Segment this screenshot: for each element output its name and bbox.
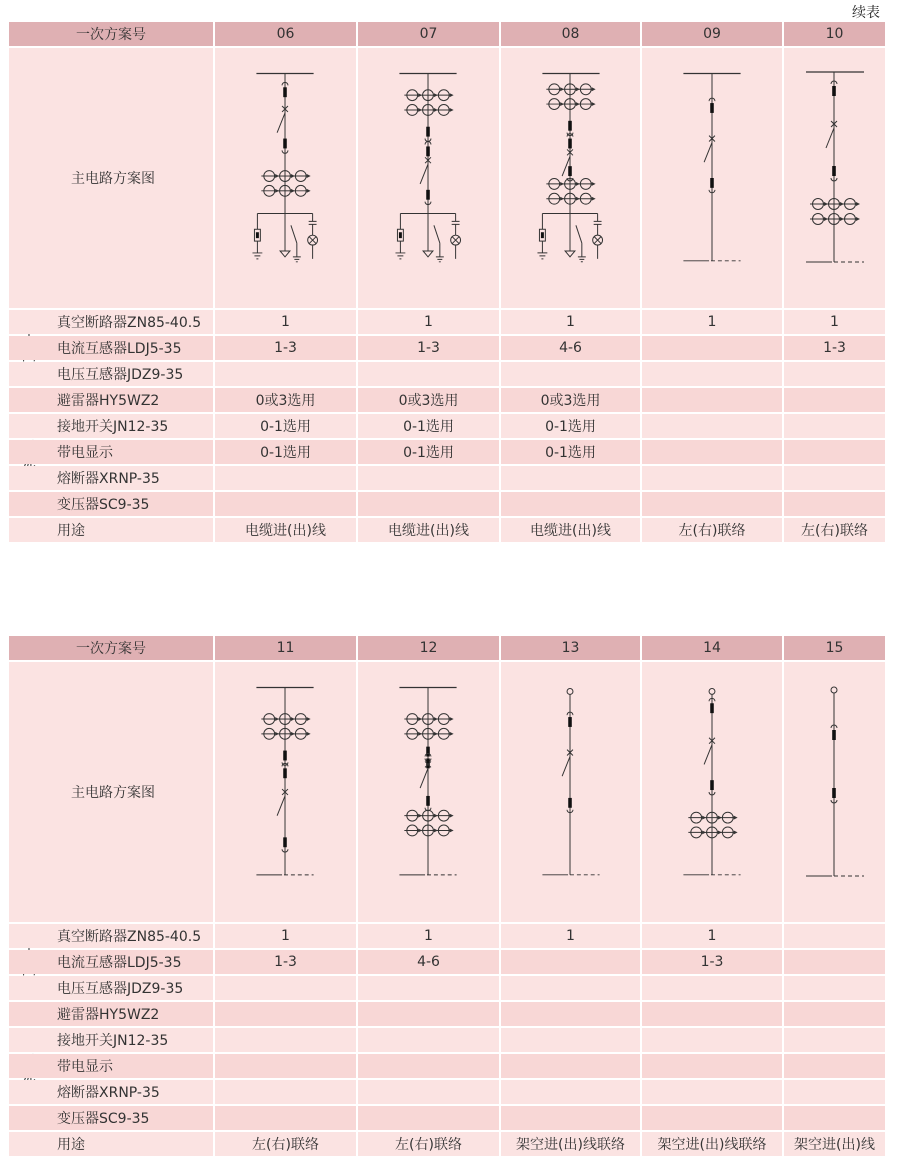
component-value (358, 362, 501, 386)
diagram-label: 主电路方案图 (9, 662, 215, 922)
component-value (358, 976, 501, 1000)
component-label: 接地开关JN12-35 (9, 414, 215, 438)
circuit-diagram-09 (642, 48, 784, 308)
component-value: 0-1选用 (501, 414, 642, 438)
component-value (215, 1106, 358, 1130)
scheme-number: 08 (501, 22, 642, 46)
circuit-diagram-07 (358, 48, 501, 308)
component-value (784, 1080, 885, 1104)
component-value: 0-1选用 (215, 440, 358, 464)
component-value: 电缆进(出)线 (358, 518, 501, 542)
component-value (784, 1106, 885, 1130)
component-value: 1 (830, 314, 839, 330)
component-value: 1 (215, 924, 358, 948)
component-label: 电流互感器LDJ5-35 (9, 336, 215, 360)
component-value (784, 492, 885, 516)
diagram-row (9, 662, 885, 922)
component-value: 1-3 (642, 950, 784, 974)
component-value (358, 1080, 501, 1104)
component-value (784, 414, 885, 438)
component-row (9, 1028, 885, 1052)
header-row (9, 636, 885, 660)
component-value: 左(右)联络 (358, 1132, 501, 1156)
component-value (358, 466, 501, 490)
diagram-row (9, 48, 885, 308)
component-row (9, 466, 885, 490)
circuit-diagram-15 (784, 662, 885, 922)
component-row (9, 362, 885, 386)
component-value: 1-3 (215, 336, 358, 360)
component-value: 1 (501, 310, 642, 334)
component-label: 用途 (9, 1132, 215, 1156)
component-value (642, 362, 784, 386)
component-value (784, 362, 885, 386)
component-value (784, 466, 885, 490)
diagram-label: 主电路方案图 (9, 48, 215, 308)
component-value (642, 1054, 784, 1078)
component-value (642, 466, 784, 490)
component-value (215, 492, 358, 516)
component-value (642, 336, 784, 360)
component-value (784, 976, 885, 1000)
component-value: 0或3选用 (501, 388, 642, 412)
component-value (501, 466, 642, 490)
component-row (9, 388, 885, 412)
component-label: 避雷器HY5WZ2 (9, 388, 215, 412)
component-value (501, 492, 642, 516)
component-row (9, 1080, 885, 1104)
component-value (215, 976, 358, 1000)
component-label: 电压互感器JDZ9-35 (9, 362, 215, 386)
component-value: 4-6 (358, 950, 501, 974)
component-value: 架空进(出)线 (794, 1137, 875, 1153)
component-value: 0或3选用 (358, 388, 501, 412)
component-value (215, 1054, 358, 1078)
component-row (9, 1132, 885, 1156)
component-value: 电缆进(出)线 (215, 518, 358, 542)
component-label: 熔断器XRNP-35 (9, 1080, 215, 1104)
component-value: 1 (642, 924, 784, 948)
component-value (215, 466, 358, 490)
scheme-number: 11 (215, 636, 358, 660)
component-label: 变压器SC9-35 (9, 492, 215, 516)
component-label: 电流互感器LDJ5-35 (9, 950, 215, 974)
component-value: 左(右)联络 (801, 523, 868, 539)
component-label: 带电显示 (9, 440, 215, 464)
component-value (358, 1106, 501, 1130)
component-value: 电缆进(出)线 (501, 518, 642, 542)
component-value (501, 976, 642, 1000)
component-value (784, 388, 885, 412)
component-value: 左(右)联络 (642, 518, 784, 542)
component-value: 0-1选用 (358, 440, 501, 464)
component-value: 0-1选用 (358, 414, 501, 438)
component-value (358, 1028, 501, 1052)
component-value: 1 (642, 310, 784, 334)
component-value: 1 (215, 310, 358, 334)
component-value: 1 (501, 924, 642, 948)
component-value (784, 440, 885, 464)
component-value (501, 1106, 642, 1130)
component-value (642, 492, 784, 516)
component-value (642, 440, 784, 464)
component-value: 1-3 (823, 340, 846, 356)
component-label: 电压互感器JDZ9-35 (9, 976, 215, 1000)
component-label: 变压器SC9-35 (9, 1106, 215, 1130)
header-label: 一次方案号 (9, 636, 215, 660)
component-row (9, 976, 885, 1000)
component-row (9, 1002, 885, 1026)
component-label: 真空断路器ZN85-40.5 (9, 310, 215, 334)
component-value: 架空进(出)线联络 (642, 1132, 784, 1156)
component-value (501, 950, 642, 974)
continued-label: 续表 (852, 5, 880, 21)
component-row (9, 440, 885, 464)
component-row (9, 310, 885, 334)
component-value (215, 362, 358, 386)
component-value: 架空进(出)线联络 (501, 1132, 642, 1156)
component-value (215, 1028, 358, 1052)
component-value (642, 388, 784, 412)
scheme-number: 13 (501, 636, 642, 660)
component-label: 接地开关JN12-35 (9, 1028, 215, 1052)
circuit-diagram-10 (784, 48, 885, 308)
component-value (358, 1002, 501, 1026)
component-value (501, 1028, 642, 1052)
component-value: 0或3选用 (215, 388, 358, 412)
component-value (215, 1080, 358, 1104)
component-value (501, 362, 642, 386)
circuit-diagram-11 (215, 662, 358, 922)
scheme-number: 07 (358, 22, 501, 46)
component-value: 1-3 (215, 950, 358, 974)
component-row (9, 336, 885, 360)
component-value: 4-6 (501, 336, 642, 360)
component-value (642, 1028, 784, 1052)
component-value (501, 1002, 642, 1026)
component-row (9, 1106, 885, 1130)
component-row (9, 1054, 885, 1078)
component-value (642, 414, 784, 438)
scheme-number: 12 (358, 636, 501, 660)
component-row (9, 414, 885, 438)
circuit-diagram-13 (501, 662, 642, 922)
component-value (642, 1002, 784, 1026)
component-value (642, 1080, 784, 1104)
component-value: 0-1选用 (215, 414, 358, 438)
header-label: 一次方案号 (9, 22, 215, 46)
header-row (9, 22, 885, 46)
component-row (9, 924, 885, 948)
component-label: 用途 (9, 518, 215, 542)
component-value (501, 1080, 642, 1104)
scheme-number: 09 (642, 22, 784, 46)
component-label: 熔断器XRNP-35 (9, 466, 215, 490)
component-row (9, 492, 885, 516)
component-value (784, 1054, 885, 1078)
component-value (784, 1028, 885, 1052)
circuit-diagram-08 (501, 48, 642, 308)
component-value: 1 (358, 924, 501, 948)
component-label: 真空断路器ZN85-40.5 (9, 924, 215, 948)
component-label: 避雷器HY5WZ2 (9, 1002, 215, 1026)
component-value (501, 1054, 642, 1078)
component-value (358, 1054, 501, 1078)
component-row (9, 518, 885, 542)
component-value (642, 1106, 784, 1130)
component-value (215, 1002, 358, 1026)
component-value (642, 976, 784, 1000)
scheme-number: 14 (642, 636, 784, 660)
component-label: 带电显示 (9, 1054, 215, 1078)
scheme-number: 10 (825, 26, 844, 42)
circuit-diagram-14 (642, 662, 784, 922)
component-value: 左(右)联络 (215, 1132, 358, 1156)
component-value (358, 492, 501, 516)
component-row (9, 950, 885, 974)
component-value: 1 (358, 310, 501, 334)
component-value (784, 924, 885, 948)
circuit-diagram-06 (215, 48, 358, 308)
component-value (784, 1002, 885, 1026)
scheme-number: 15 (825, 640, 844, 656)
component-value: 1-3 (358, 336, 501, 360)
circuit-diagram-12 (358, 662, 501, 922)
component-value (784, 950, 885, 974)
scheme-number: 06 (215, 22, 358, 46)
component-value: 0-1选用 (501, 440, 642, 464)
